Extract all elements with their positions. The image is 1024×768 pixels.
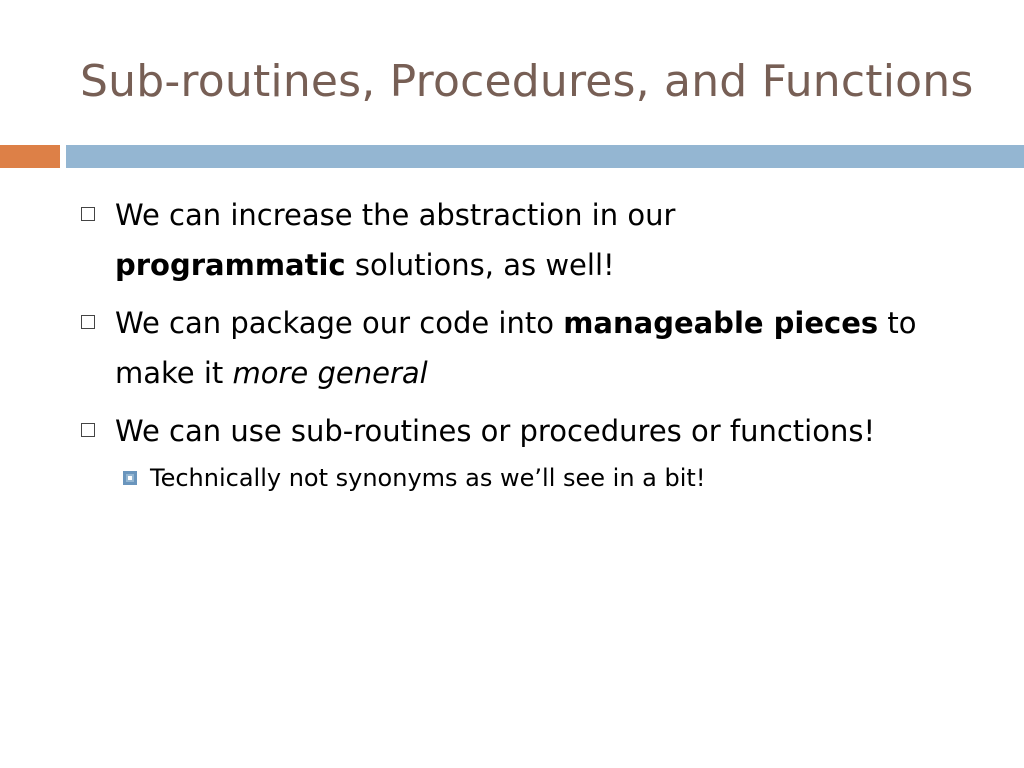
filled-square-bullet-icon xyxy=(123,471,137,485)
bullet-item-3 xyxy=(0,406,995,456)
bullet-2-text-middle: to make it xyxy=(115,306,917,390)
slide-body xyxy=(0,190,1024,498)
title-underline-bar xyxy=(66,145,1024,168)
bullet-2-italic-term: more general xyxy=(232,356,428,390)
square-bullet-icon xyxy=(81,207,95,221)
square-bullet-icon xyxy=(81,423,95,437)
slide-title: Sub-routines, Procedures, and Functions xyxy=(80,56,974,107)
bullet-3-text: We can use sub-routines or procedures or functions! xyxy=(115,414,876,448)
sub-bullet-item-1 xyxy=(0,458,990,498)
bullet-1-text-end: solutions, as well! xyxy=(345,248,615,282)
bullet-1-text-start: We can increase the abstraction in our xyxy=(115,198,676,232)
bullet-2-text-start: We can package our code into xyxy=(115,306,564,340)
title-accent-bar xyxy=(0,145,60,168)
sub-bullet-1-text: Technically not synonyms as we’ll see in a bit! xyxy=(150,464,706,492)
bullet-item-2 xyxy=(0,298,995,398)
bullet-1-bold-term: programmatic xyxy=(115,248,346,282)
bullet-2-bold-term: manageable pieces xyxy=(563,306,879,340)
bullet-item-1 xyxy=(0,190,995,290)
square-bullet-icon xyxy=(81,315,95,329)
